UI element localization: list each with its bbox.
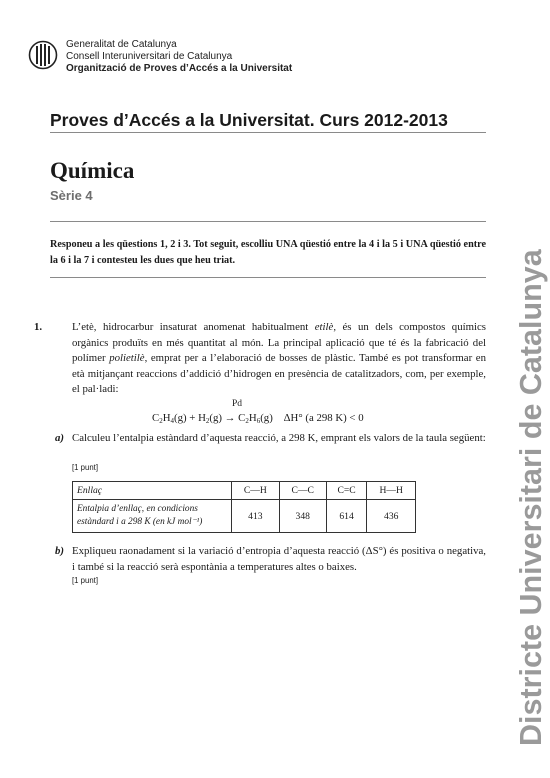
eq-sub: 6 [256,417,261,425]
title-divider [50,132,486,133]
table-header-label: Enllaç [73,482,232,500]
organization-block [66,39,292,76]
intro-text-1: L’etè, hidrocarbur insaturat anomenat habitualment [72,321,315,333]
eq-state: (g) → C [209,412,246,424]
eq-h: H [248,412,257,424]
reaction-equation [152,412,364,425]
eq-sub: 2 [245,417,249,425]
table-bond-cell: C—H [232,482,280,500]
eq-sub: 2 [205,417,210,425]
table-value-cell: 413 [232,500,280,533]
table-row-label [73,500,232,533]
part-a-text: Calculeu l’entalpia estàndard d’aquesta reacció, a 298 K, emprant els valors de la taula següent: [72,432,486,444]
subject-title: Química [50,158,135,183]
instructions: Responeu a les qüestions 1, 2 i 3. Tot seguit, escolliu UNA qüestió entre la 4 i la 5 i UNA qüestió entre la 6 i la 7 i contesteu les dues que heu triat. [50,239,486,266]
catalyst-label: Pd [232,399,243,409]
eq-c: C [152,412,160,424]
part-b-points: [1 punt] [72,576,99,585]
table-row [73,500,416,533]
eq-h: H [162,412,171,424]
exam-title: Proves d’Accés a la Universitat. Curs 2012-2013 [50,110,448,130]
part-b-label: b) [55,545,64,557]
question-intro [72,320,486,398]
part-a-label: a) [55,432,64,444]
table-bond-cell: C—C [279,482,326,500]
question-number: 1. [34,321,43,333]
intro-term-polietile: polietilè [109,352,145,365]
org-line-2: Consell Interuniversitari de Catalunya [66,51,233,63]
table-value-cell: 348 [279,500,326,533]
row-label-line: estàndard i a 298 K (en kJ mol⁻¹) [77,517,203,527]
org-line-1: Generalitat de Catalunya [66,39,177,50]
eq-sub: 2 [159,417,163,425]
intro-text-2: , és un dels compostos químics orgànics produïts en més quantitat al món. La principal aplicació que té és la fabricació del polímer [72,321,486,365]
table-bond-cell: H—H [367,482,416,500]
table-bond-cell: C=C [326,482,367,500]
district-side-text: Districte Universitari de Catalunya [514,249,548,746]
row-label-line: Entalpia d’enllaç, en condicions [77,504,198,514]
series-label: Sèrie 4 [50,188,93,203]
table-value-cell: 614 [326,500,367,533]
eq-state: (g) + H [174,412,206,424]
part-b-text: Expliqueu raonadament si la variació d’entropia d’aquesta reacció (ΔS°) és positiva o negativa, i també si la reacció serà espontània a temperatures altes o baixes. [72,545,486,573]
generalitat-logo-icon [28,40,58,70]
org-line-3: Organització de Proves d’Accés a la Universitat [66,63,293,75]
eq-enthalpy: ΔH° (a 298 K) < 0 [283,412,364,424]
instructions-bottom-divider [50,277,486,278]
bond-enthalpy-table [72,481,416,533]
eq-state: (g) [260,412,273,424]
intro-term-etile: etilè [314,321,334,333]
table-row [73,482,416,500]
instructions-top-divider [50,221,486,222]
part-a-points: [1 punt] [72,463,99,472]
eq-sub: 4 [170,417,175,425]
intro-text-3: , emprat per a l’elaboració de bosses de plàstic. També es pot transformar en età mitjançant reaccions d’addició d’hidrogen en presència de catalitzadors, com, per exemple, el pal·ladi: [72,352,486,396]
table-value-cell: 436 [367,500,416,533]
